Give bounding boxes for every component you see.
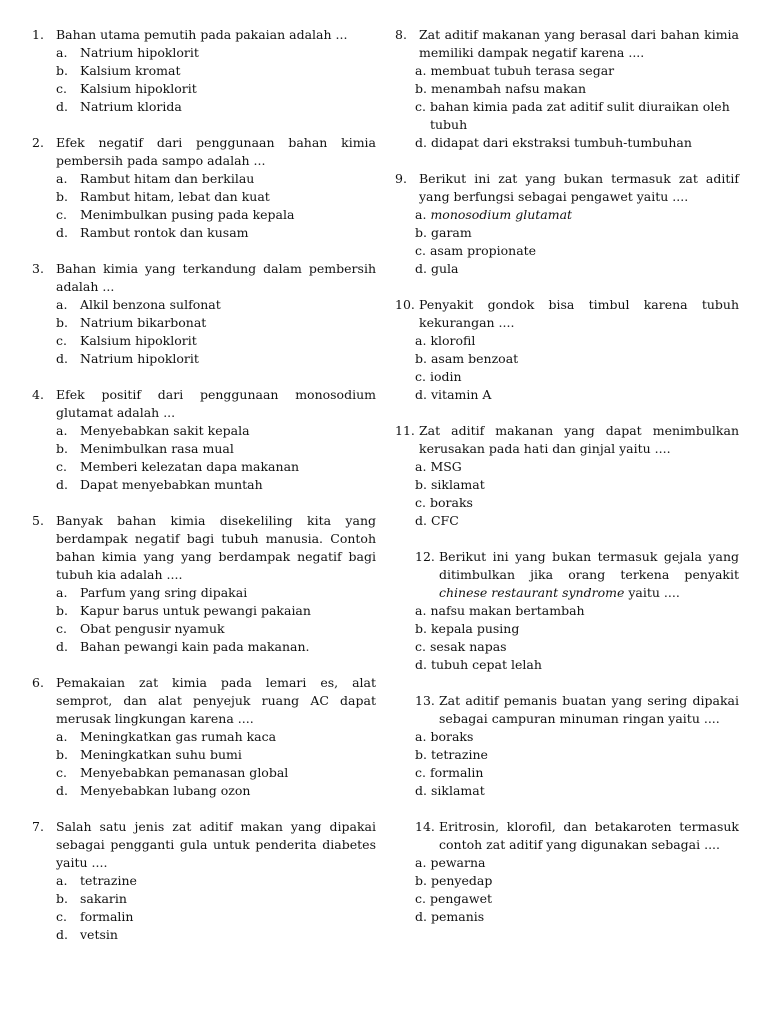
option-a — [395, 602, 739, 620]
question-stem — [395, 548, 739, 602]
option-b — [32, 62, 376, 80]
option-b — [32, 602, 376, 620]
question-number: 12. — [415, 549, 435, 564]
question-text-main: Berikut ini zat yang bukan termasuk zat aditif yang berfungsi sebagai pengawet yaitu .... — [419, 171, 739, 204]
option-c — [395, 494, 739, 512]
option-text: Menimbulkan rasa mual — [80, 441, 234, 456]
option-text: Alkil benzona sulfonat — [80, 297, 221, 312]
question-stem — [32, 134, 376, 170]
question-stem — [32, 386, 376, 422]
option-letter: c. — [415, 369, 426, 384]
option-d — [395, 512, 739, 530]
option-text: nafsu makan bertambah — [430, 603, 585, 618]
left-column — [32, 26, 376, 962]
question-text — [56, 260, 376, 296]
option-letter: d. — [415, 657, 427, 672]
option-text: Meningkatkan suhu bumi — [80, 747, 242, 762]
option-text: Rambut hitam, lebat dan kuat — [80, 189, 270, 204]
option-letter: b. — [56, 747, 68, 762]
option-letter: c. — [56, 207, 67, 222]
question-text-main: Zat aditif pemanis buatan yang sering dipakai sebagai campuran minuman ringan yaitu .... — [439, 693, 739, 726]
option-letter: c. — [56, 333, 67, 348]
question-8 — [395, 26, 739, 152]
option-letter: b. — [415, 621, 427, 636]
option-letter: a. — [56, 585, 68, 600]
question-text — [56, 26, 376, 44]
option-text: Menyebabkan pemanasan global — [80, 765, 289, 780]
question-text — [56, 674, 376, 728]
option-text: vetsin — [80, 927, 118, 942]
option-list — [395, 728, 739, 800]
option-letter: d. — [415, 783, 427, 798]
option-d — [32, 638, 376, 656]
question-7 — [32, 818, 376, 944]
option-letter: a. — [56, 45, 68, 60]
option-letter: c. — [56, 765, 67, 780]
option-d — [395, 386, 739, 404]
option-letter: a. — [56, 171, 68, 186]
question-stem — [395, 296, 739, 332]
question-2 — [32, 134, 376, 242]
question-9 — [395, 170, 739, 278]
option-b — [395, 80, 739, 98]
option-letter: c. — [415, 639, 426, 654]
question-text — [56, 512, 376, 584]
question-stem — [395, 26, 739, 62]
option-b — [32, 440, 376, 458]
option-text: pewarna — [430, 855, 486, 870]
option-text: sakarin — [80, 891, 127, 906]
question-10 — [395, 296, 739, 404]
question-number: 14. — [415, 819, 435, 834]
question-text — [56, 134, 376, 170]
question-stem — [32, 818, 376, 872]
question-text — [419, 170, 739, 206]
question-text-end: yaitu .... — [628, 585, 680, 600]
question-3 — [32, 260, 376, 368]
question-text-main: Efek negatif dari penggunaan bahan kimia pembersih pada sampo adalah ... — [56, 135, 376, 168]
right-column — [395, 26, 739, 944]
question-stem — [32, 26, 376, 44]
question-number: 7. — [32, 819, 44, 834]
option-c — [32, 908, 376, 926]
option-b — [395, 872, 739, 890]
question-number: 3. — [32, 261, 44, 276]
option-c — [32, 764, 376, 782]
option-c — [32, 206, 376, 224]
option-text: Meningkatkan gas rumah kaca — [80, 729, 277, 744]
option-d — [395, 260, 739, 278]
question-5 — [32, 512, 376, 656]
option-text: siklamat — [430, 477, 485, 492]
option-text: boraks — [430, 729, 474, 744]
option-b — [32, 314, 376, 332]
option-text: didapat dari ekstraksi tumbuh-tumbuhan — [430, 135, 692, 150]
option-d — [395, 782, 739, 800]
question-text — [419, 296, 739, 332]
option-letter: a. — [415, 333, 427, 348]
option-letter: d. — [56, 99, 68, 114]
option-text: pemanis — [430, 909, 485, 924]
option-d — [32, 926, 376, 944]
question-text-main: Bahan kimia yang terkandung dalam pembersih adalah ... — [56, 261, 376, 294]
option-letter: c. — [415, 99, 426, 114]
option-list — [32, 44, 376, 116]
option-letter: b. — [415, 477, 427, 492]
option-text: Natrium hipoklorit — [80, 45, 199, 60]
question-text — [439, 548, 739, 602]
option-c — [395, 368, 739, 386]
option-letter: d. — [56, 225, 68, 240]
option-a — [32, 872, 376, 890]
option-letter: b. — [56, 315, 68, 330]
option-text: boraks — [429, 495, 473, 510]
option-d — [32, 98, 376, 116]
question-text — [439, 692, 739, 728]
option-text: formalin — [429, 765, 484, 780]
question-text — [419, 422, 739, 458]
question-text-italic: chinese restaurant syndrome — [439, 585, 625, 600]
question-6 — [32, 674, 376, 800]
option-d — [32, 224, 376, 242]
question-text-main: Salah satu jenis zat aditif makan yang dipakai sebagai pengganti gula untuk penderita diabetes yaitu .... — [56, 819, 376, 870]
question-number: 2. — [32, 135, 44, 150]
option-text: iodin — [429, 369, 462, 384]
option-letter: c. — [56, 459, 67, 474]
option-text: klorofil — [430, 333, 476, 348]
question-text — [56, 386, 376, 422]
question-14 — [395, 818, 739, 926]
option-c — [32, 620, 376, 638]
option-list — [395, 332, 739, 404]
question-number: 6. — [32, 675, 44, 690]
question-stem — [395, 422, 739, 458]
option-text: MSG — [430, 459, 462, 474]
option-c — [395, 764, 739, 782]
option-letter: d. — [56, 639, 68, 654]
question-number: 13. — [415, 693, 435, 708]
option-d — [395, 908, 739, 926]
option-list — [395, 854, 739, 926]
question-1 — [32, 26, 376, 116]
option-c — [395, 638, 739, 656]
option-letter: d. — [56, 783, 68, 798]
option-text: Kalsium hipoklorit — [80, 333, 197, 348]
option-letter: a. — [415, 603, 427, 618]
option-text: sesak napas — [429, 639, 507, 654]
option-a — [32, 170, 376, 188]
question-text — [419, 26, 739, 62]
option-text: Natrium bikarbonat — [80, 315, 207, 330]
option-d — [32, 350, 376, 368]
option-text: formalin — [80, 909, 134, 924]
option-text: Natrium hipoklorit — [80, 351, 199, 366]
option-b — [395, 746, 739, 764]
question-text-main: Efek positif dari penggunaan monosodium glutamat adalah ... — [56, 387, 376, 420]
question-number: 9. — [395, 171, 407, 186]
option-text: Dapat menyebabkan muntah — [80, 477, 263, 492]
option-letter: a. — [415, 207, 427, 222]
option-b — [395, 350, 739, 368]
option-letter: b. — [415, 873, 427, 888]
option-b — [395, 476, 739, 494]
option-c — [395, 98, 739, 134]
option-a — [395, 62, 739, 80]
option-text: gula — [430, 261, 459, 276]
question-stem — [395, 170, 739, 206]
option-letter: c. — [56, 909, 67, 924]
option-b — [395, 224, 739, 242]
option-d — [395, 656, 739, 674]
question-text-main: Zat aditif makanan yang dapat menimbulkan kerusakan pada hati dan ginjal yaitu .... — [419, 423, 739, 456]
option-letter: c. — [415, 765, 426, 780]
question-text-main: Pemakaian zat kimia pada lemari es, alat semprot, dan alat penyejuk ruang AC dapat merusak lingkungan karena .... — [56, 675, 376, 726]
option-list — [32, 170, 376, 242]
option-letter: b. — [415, 747, 427, 762]
option-letter: a. — [415, 459, 427, 474]
option-text: asam propionate — [429, 243, 537, 258]
option-text: Rambut hitam dan berkilau — [80, 171, 255, 186]
option-b — [395, 620, 739, 638]
option-text: tetrazine — [80, 873, 137, 888]
option-letter: c. — [56, 81, 67, 96]
option-letter: d. — [56, 477, 68, 492]
question-text-main: Banyak bahan kimia disekeliling kita yang berdampak negatif bagi tubuh manusia. Contoh bahan kimia yang yang berdampak negatif bagi tubuh kia adalah .... — [56, 513, 376, 582]
question-number: 8. — [395, 27, 407, 42]
option-a — [395, 332, 739, 350]
option-d — [32, 476, 376, 494]
option-text: siklamat — [430, 783, 485, 798]
option-text: tetrazine — [430, 747, 488, 762]
option-text: Kapur barus untuk pewangi pakaian — [80, 603, 311, 618]
option-a — [395, 206, 739, 224]
option-a — [32, 584, 376, 602]
option-text: Menyebabkan lubang ozon — [80, 783, 251, 798]
option-list — [395, 62, 739, 152]
option-text: CFC — [430, 513, 459, 528]
option-c — [395, 890, 739, 908]
option-letter: a. — [415, 729, 427, 744]
option-text: asam benzoat — [430, 351, 519, 366]
option-text: garam — [430, 225, 472, 240]
option-list — [395, 602, 739, 674]
option-text: Kalsium hipoklorit — [80, 81, 197, 96]
option-letter: b. — [415, 81, 427, 96]
option-letter: d. — [415, 513, 427, 528]
option-list — [32, 872, 376, 944]
question-stem — [32, 674, 376, 728]
option-text: penyedap — [430, 873, 493, 888]
option-list — [32, 296, 376, 368]
option-text: tubuh cepat lelah — [430, 657, 542, 672]
option-letter: b. — [56, 63, 68, 78]
option-a — [395, 728, 739, 746]
option-text: Menyebabkan sakit kepala — [80, 423, 250, 438]
option-letter: b. — [56, 603, 68, 618]
option-text: monosodium glutamat — [430, 207, 573, 222]
question-stem — [32, 260, 376, 296]
option-letter: b. — [415, 351, 427, 366]
option-a — [32, 296, 376, 314]
option-text: menambah nafsu makan — [430, 81, 587, 96]
option-text: bahan kimia pada zat aditif sulit diuraikan oleh tubuh — [429, 99, 730, 132]
option-text: Kalsium kromat — [80, 63, 181, 78]
question-stem — [32, 512, 376, 584]
option-letter: a. — [56, 297, 68, 312]
option-d — [32, 782, 376, 800]
option-letter: b. — [415, 225, 427, 240]
option-letter: a. — [56, 729, 68, 744]
option-letter: d. — [56, 351, 68, 366]
question-stem — [395, 818, 739, 854]
question-text-main: Penyakit gondok bisa timbul karena tubuh kekurangan .... — [419, 297, 739, 330]
question-stem — [395, 692, 739, 728]
option-letter: a. — [415, 855, 427, 870]
option-text: Parfum yang sring dipakai — [80, 585, 248, 600]
option-letter: b. — [56, 441, 68, 456]
option-a — [32, 728, 376, 746]
option-text: membuat tubuh terasa segar — [430, 63, 615, 78]
option-letter: a. — [56, 423, 68, 438]
question-text — [439, 818, 739, 854]
option-letter: c. — [56, 621, 67, 636]
question-4 — [32, 386, 376, 494]
option-b — [32, 188, 376, 206]
option-letter: a. — [415, 63, 427, 78]
option-letter: c. — [415, 891, 426, 906]
option-list — [32, 584, 376, 656]
option-list — [395, 458, 739, 530]
option-c — [395, 242, 739, 260]
question-text-main: Bahan utama pemutih pada pakaian adalah ... — [56, 27, 348, 42]
option-text: Natrium klorida — [80, 99, 182, 114]
option-a — [395, 458, 739, 476]
question-12 — [395, 548, 739, 674]
option-text: Obat pengusir nyamuk — [80, 621, 225, 636]
option-letter: d. — [415, 909, 427, 924]
option-letter: b. — [56, 891, 68, 906]
question-number: 5. — [32, 513, 44, 528]
option-c — [32, 458, 376, 476]
option-letter: c. — [415, 495, 426, 510]
option-c — [32, 80, 376, 98]
question-text — [56, 818, 376, 872]
option-list — [32, 422, 376, 494]
option-letter: d. — [415, 135, 427, 150]
option-letter: b. — [56, 189, 68, 204]
option-letter: c. — [415, 243, 426, 258]
option-text: Memberi kelezatan dapa makanan — [80, 459, 300, 474]
question-number: 11. — [395, 423, 415, 438]
question-number: 4. — [32, 387, 44, 402]
option-text: Rambut rontok dan kusam — [80, 225, 249, 240]
option-text: vitamin A — [430, 387, 492, 402]
option-d — [395, 134, 739, 152]
option-text: pengawet — [429, 891, 493, 906]
option-text: Menimbulkan pusing pada kepala — [80, 207, 295, 222]
option-a — [32, 44, 376, 62]
question-11 — [395, 422, 739, 530]
question-text-main: Berikut ini yang bukan termasuk gejala yang ditimbulkan jika orang terkena penyakit — [439, 549, 739, 582]
option-a — [395, 854, 739, 872]
option-letter: d. — [56, 927, 68, 942]
question-text-main: Zat aditif makanan yang berasal dari bahan kimia memiliki dampak negatif karena .... — [419, 27, 739, 60]
question-number: 10. — [395, 297, 415, 312]
option-c — [32, 332, 376, 350]
option-letter: d. — [415, 387, 427, 402]
option-list — [32, 728, 376, 800]
option-list — [395, 206, 739, 278]
question-13 — [395, 692, 739, 800]
option-letter: d. — [415, 261, 427, 276]
option-text: kepala pusing — [430, 621, 520, 636]
option-text: Bahan pewangi kain pada makanan. — [80, 639, 310, 654]
option-letter: a. — [56, 873, 68, 888]
option-a — [32, 422, 376, 440]
question-number: 1. — [32, 27, 44, 42]
option-b — [32, 890, 376, 908]
option-b — [32, 746, 376, 764]
question-text-main: Eritrosin, klorofil, dan betakaroten termasuk contoh zat aditif yang digunakan sebagai .... — [439, 819, 739, 852]
